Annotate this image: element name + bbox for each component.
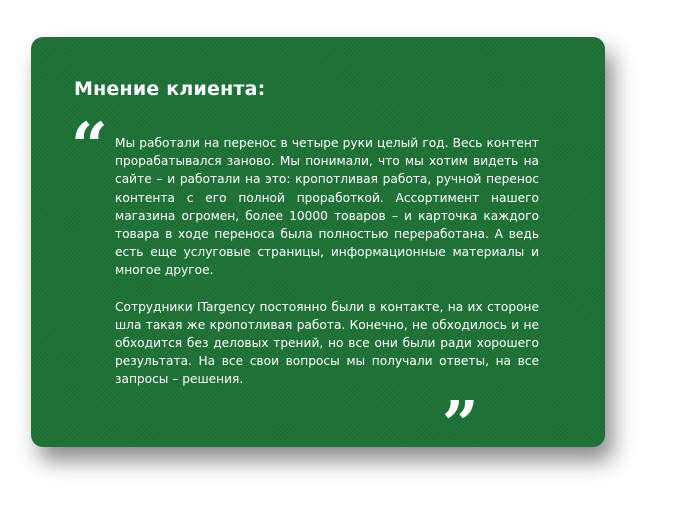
open-quote-icon: “ xyxy=(71,109,108,184)
testimonial-paragraph-1: Мы работали на перенос в четыре руки целый год. Весь контент прорабатывался заново. Мы понимали, что мы хотим видеть на сайте – и работали на это: кропотливая работа, ручной перенос контента с его полной проработкой. Ассортимент нашего магазина огромен, более 10000 товаров – и карточка каждого товара в ходе переноса была полностью переработана. А ведь есть еще услуговые страницы, информационные материалы и многое другое. xyxy=(115,136,539,278)
testimonial-card xyxy=(31,37,605,447)
testimonial-paragraph-2: Сотрудники ITargency постоянно были в контакте, на их стороне шла такая же кропотливая работа. Конечно, не обходилось и не обходится без деловых трений, но все они были ради хорошего результата. На все свои вопросы мы получали ответы, на все запросы – решения. xyxy=(115,299,539,387)
testimonial-title: Мнение клиента: xyxy=(74,78,266,100)
close-quote-icon: „ xyxy=(443,351,480,426)
